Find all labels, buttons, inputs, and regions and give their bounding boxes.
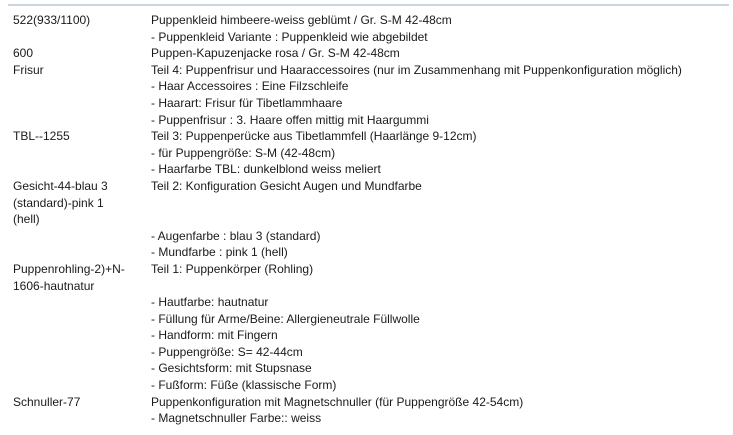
order-item-row xyxy=(0,62,733,128)
item-detail-line xyxy=(151,278,733,295)
item-code-line: 1606-hautnatur xyxy=(13,278,95,293)
order-item-row xyxy=(0,12,733,45)
order-item-row xyxy=(0,128,733,178)
item-title: Teil 3: Puppenperücke aus Tibetlammfell (Haarlänge 9-12cm) xyxy=(151,129,477,144)
item-code-line: 522(933/1100) xyxy=(13,13,91,27)
item-description xyxy=(151,261,733,394)
item-detail-line: - Fußform: Füße (klassische Form) xyxy=(151,378,337,393)
item-code xyxy=(0,261,151,294)
item-code-line: 600 xyxy=(13,46,34,61)
item-detail-line: - Magnetschnuller Farbe:: weiss xyxy=(151,411,322,426)
item-detail-line: - Mundfarbe : pink 1 (hell) xyxy=(151,245,288,260)
item-description xyxy=(151,45,733,62)
order-items-list xyxy=(0,12,733,427)
item-detail-line xyxy=(151,195,733,212)
item-title: Teil 1: Puppenkörper (Rohling) xyxy=(151,261,314,276)
item-code-line: (hell) xyxy=(13,212,40,227)
item-code xyxy=(0,128,151,145)
item-code-line: Puppenrohling-2)+N- xyxy=(13,261,125,276)
item-detail-line: - Haar Accessoires : Eine Filzschleife xyxy=(151,79,349,94)
item-detail-line: - Füllung für Arme/Beine: Allergieneutrale Füllwolle xyxy=(151,311,420,326)
item-description xyxy=(151,62,733,128)
item-title: Teil 4: Puppenfrisur und Haaraccessoires (nur im Zusammenhang mit Puppenkonfiguration möglich) xyxy=(151,62,682,77)
item-code-line: Frisur xyxy=(13,62,44,77)
item-description xyxy=(151,12,733,45)
item-code xyxy=(0,394,151,411)
order-item-row xyxy=(0,394,733,427)
item-detail-line: - Haarfarbe TBL: dunkelblond weiss meliert xyxy=(151,162,381,177)
item-description xyxy=(151,394,733,427)
item-code xyxy=(0,62,151,79)
item-detail-line: - Handform: mit Fingern xyxy=(151,328,278,343)
item-detail-line: - Augenfarbe : blau 3 (standard) xyxy=(151,228,321,243)
item-detail-line: - Haarart: Frisur für Tibetlammhaare xyxy=(151,95,343,110)
item-detail-line xyxy=(151,211,733,228)
order-item-row xyxy=(0,261,733,394)
item-detail-line: - Hautfarbe: hautnatur xyxy=(151,295,269,310)
top-divider xyxy=(8,4,729,6)
item-code xyxy=(0,178,151,228)
order-item-row xyxy=(0,45,733,62)
item-description xyxy=(151,128,733,178)
item-code xyxy=(0,45,151,62)
item-code-line: TBL--1255 xyxy=(13,129,70,144)
item-code-line: Gesicht-44-blau 3 xyxy=(13,178,108,193)
item-code xyxy=(0,12,151,29)
item-code-line: Schnuller-77 xyxy=(13,394,81,409)
item-title: Teil 2: Konfiguration Gesicht Augen und Mundfarbe xyxy=(151,178,422,193)
order-item-row xyxy=(0,178,733,261)
item-title: Puppenkonfiguration mit Magnetschnuller (für Puppengröße 42-54cm) xyxy=(151,394,524,409)
item-description xyxy=(151,178,733,261)
item-title: Puppenkleid himbeere-weiss geblümt / Gr. S-M 42-48cm xyxy=(151,13,452,27)
item-detail-line: - Puppenfrisur : 3. Haare offen mittig mit Haargummi xyxy=(151,112,429,127)
item-detail-line: - Puppenkleid Variante : Puppenkleid wie abgebildet xyxy=(151,29,428,44)
item-title: Puppen-Kapuzenjacke rosa / Gr. S-M 42-48cm xyxy=(151,46,400,61)
item-detail-line: - Puppengröße: S= 42-44cm xyxy=(151,344,303,359)
item-detail-line: - Gesichtsform: mit Stupsnase xyxy=(151,361,312,376)
item-detail-line: - für Puppengröße: S-M (42-48cm) xyxy=(151,145,336,160)
item-code-line: (standard)-pink 1 xyxy=(13,195,104,210)
